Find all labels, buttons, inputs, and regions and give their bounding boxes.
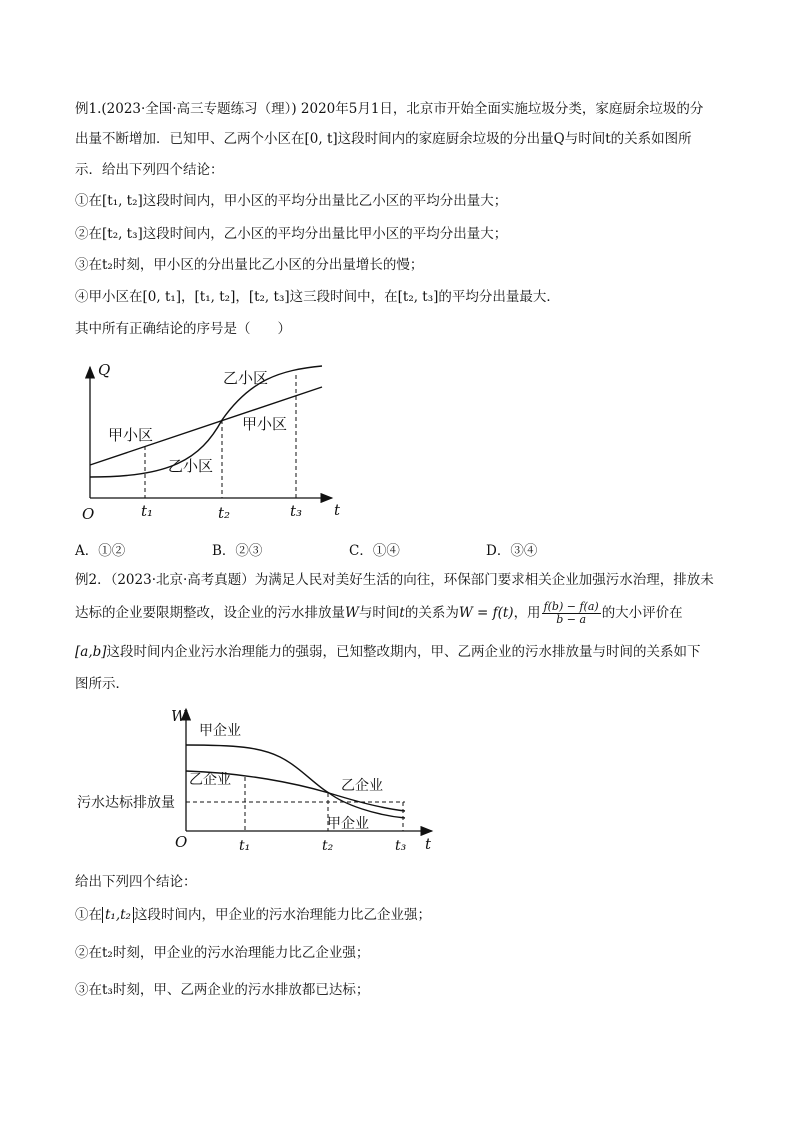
- ex1-label-jia-left: 甲小区: [108, 426, 154, 444]
- ex2-origin: O: [175, 833, 188, 851]
- ex2-figure: [75, 705, 445, 855]
- ex2-statement-2: ②在t₂时刻，甲企业的污水治理能力比乙企业强；: [75, 945, 370, 961]
- rate-fraction: $\frac{f(b) - f(a)}{b - a}$: [543, 600, 599, 626]
- ex1-line-1: 例1.(2023·全国·高三专题练习（理）) 2020年5月1日，北京市开始全面实施垃圾分类，家庭厨余垃圾的分: [75, 101, 704, 117]
- ex1-label-yi-bottom: 乙小区: [168, 457, 214, 475]
- ex2-tick-t3: t₃: [395, 838, 407, 854]
- ex1-tick-t1: t₁: [141, 502, 154, 520]
- ex1-y-label: Q: [98, 361, 111, 379]
- ex2-intro: 给出下列四个结论：: [75, 874, 197, 890]
- ex1-tick-t2: t₂: [218, 504, 231, 522]
- ex2-x-label: t: [425, 835, 432, 853]
- ex2-tick-t1: t₁: [239, 838, 251, 854]
- ex1-statement-2: ②在[t₂, t₃]这段时间内，乙小区的平均分出量比甲小区的平均分出量大；: [75, 226, 508, 242]
- ex2-tick-t2: t₂: [322, 838, 334, 854]
- ex2-line-1: 例2．（2023·北京·高考真题）为满足人民对美好生活的向往，环保部门要求相关企业加强污水治理，排放未: [75, 572, 714, 588]
- ex2-y-label: W: [171, 707, 187, 725]
- option-b[interactable]: B．②③: [212, 543, 263, 559]
- ex1-question: 其中所有正确结论的序号是（ ）: [75, 321, 291, 337]
- ex1-x-label: t: [334, 501, 341, 519]
- ex2-line-4: 图所示．: [75, 676, 129, 692]
- ex1-tick-t3: t₃: [290, 502, 303, 520]
- ex1-line-3: 示．给出下列四个结论：: [75, 162, 224, 178]
- formula-w-ft: W = f(t): [458, 605, 514, 621]
- ex2-line-2: 达标的企业要限期整改，设企业的污水排放量W与时间t的关系为W = f(t)，用 $\frac{f(b) - f(a)}{b - a}$ 的大小评价在: [75, 600, 683, 626]
- ex2-statement-1: ①在 t₁,t₂ 这段时间内，甲企业的污水治理能力比乙企业强；: [75, 907, 431, 923]
- ex2-label-jia-bottom: 甲企业: [327, 816, 369, 832]
- ex2-interval-t1-t2: t₁,t₂: [102, 907, 134, 923]
- ex2-label-yi-right: 乙企业: [341, 778, 383, 794]
- option-a[interactable]: A．①②: [75, 543, 126, 559]
- ex1-figure: [60, 355, 360, 525]
- ex2-label-jia-top: 甲企业: [199, 723, 241, 739]
- option-c[interactable]: C．①④: [349, 543, 400, 559]
- ex1-label-yi-top: 乙小区: [223, 369, 269, 387]
- ex1-statement-1: ①在[t₁, t₂]这段时间内，甲小区的平均分出量比乙小区的平均分出量大；: [75, 193, 508, 209]
- ex2-line-3: [a,b]这段时间内企业污水治理能力的强弱，已知整改期内，甲、乙两企业的污水排放量与时间的关系如下: [75, 644, 701, 660]
- ex1-statement-4: ④甲小区在[0, t₁]，[t₁, t₂]，[t₂, t₃]这三段时间中，在[t₂, t₃]的平均分出量最大．: [75, 289, 560, 305]
- ex2-label-yi-left: 乙企业: [189, 772, 231, 788]
- ex2-statement-3: ③在t₃时刻，甲、乙两企业的污水排放都已达标；: [75, 982, 370, 998]
- ex1-label-jia-right: 甲小区: [242, 415, 288, 433]
- ex1-statement-3: ③在t₂时刻，甲小区的分出量比乙小区的分出量增长的慢；: [75, 257, 424, 273]
- ex1-origin: O: [82, 505, 95, 523]
- ex1-line-2: 出量不断增加．已知甲、乙两个小区在[0, t]这段时间内的家庭厨余垃圾的分出量Q与时间t的关系如图所: [75, 131, 692, 147]
- ex2-standard-label: 污水达标排放量: [77, 795, 175, 811]
- ex1-options: [75, 539, 635, 557]
- option-d[interactable]: D．③④: [486, 543, 538, 559]
